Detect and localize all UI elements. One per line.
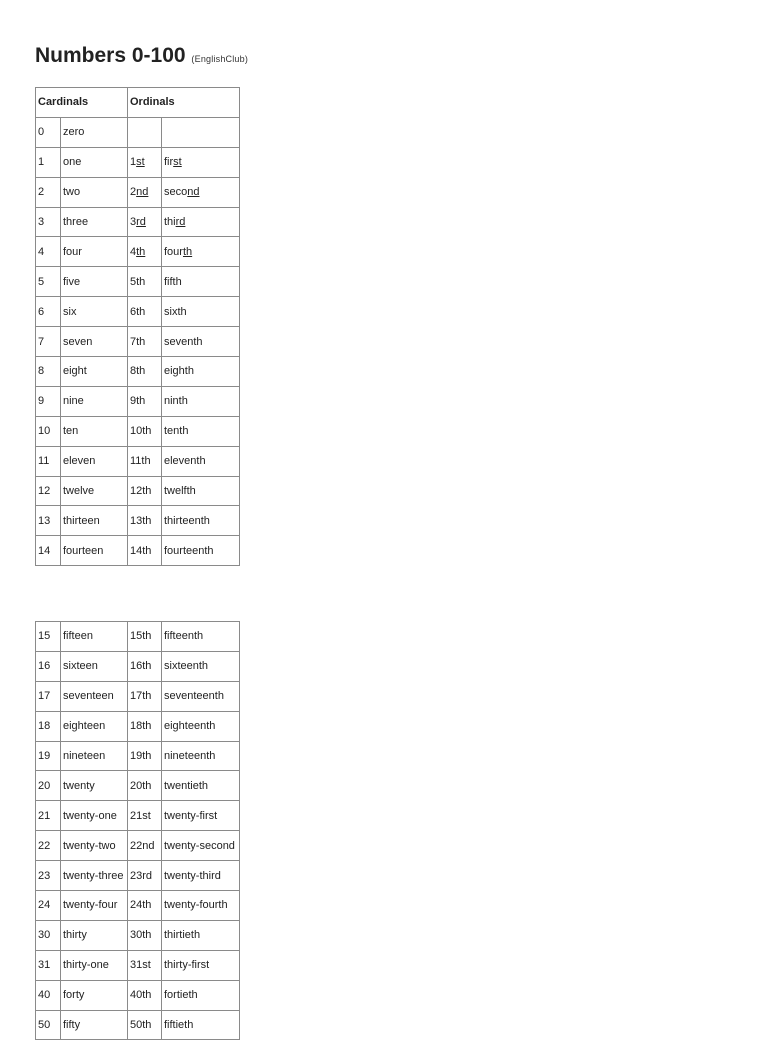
table-row <box>36 741 240 771</box>
ordinal-number <box>128 117 162 147</box>
cardinal-word: fifty <box>61 1010 128 1040</box>
cardinal-word: twelve <box>61 476 128 506</box>
ordinal-number: 30th <box>128 920 162 950</box>
cardinal-word: nineteen <box>61 741 128 771</box>
ordinal-word: eleventh <box>162 446 240 476</box>
ordinal-suffix: rd <box>136 216 146 228</box>
cardinal-number: 17 <box>36 681 61 711</box>
cardinal-word: six <box>61 297 128 327</box>
cardinal-number: 7 <box>36 327 61 357</box>
table-row <box>36 147 240 177</box>
cardinal-word: sixteen <box>61 651 128 681</box>
table-row <box>36 386 240 416</box>
cardinal-number: 24 <box>36 891 61 921</box>
ordinal-word: twenty-third <box>162 861 240 891</box>
ordinal-number: 10th <box>128 416 162 446</box>
cardinal-word: three <box>61 207 128 237</box>
ordinal-number: 14th <box>128 536 162 566</box>
ordinal-word: thirteenth <box>162 506 240 536</box>
cardinal-number: 9 <box>36 386 61 416</box>
ordinal-number: 31st <box>128 950 162 980</box>
ordinal-number: 18th <box>128 711 162 741</box>
cardinal-number: 16 <box>36 651 61 681</box>
ordinal-number: 6th <box>128 297 162 327</box>
cardinal-number: 30 <box>36 920 61 950</box>
cardinal-number: 14 <box>36 536 61 566</box>
ordinal-word: fiftieth <box>162 1010 240 1040</box>
table-row <box>36 267 240 297</box>
cardinal-number: 15 <box>36 622 61 652</box>
ordinal-number: 2nd <box>128 177 162 207</box>
cardinal-word: thirty <box>61 920 128 950</box>
ordinal-word: nineteenth <box>162 741 240 771</box>
ordinal-suffix: th <box>182 245 193 258</box>
ordinal-number: 19th <box>128 741 162 771</box>
ordinal-suffix: nd <box>136 186 149 199</box>
title-source: (EnglishClub) <box>191 54 249 64</box>
ordinal-word: twenty-fourth <box>162 891 240 921</box>
ordinal-suffix: nd <box>187 186 200 199</box>
ordinal-number: 3rd <box>128 207 162 237</box>
table-row <box>36 622 240 652</box>
cardinal-number: 0 <box>36 117 61 147</box>
cardinal-number: 19 <box>36 741 61 771</box>
ordinal-number: 17th <box>128 681 162 711</box>
table-body-0-14 <box>36 117 240 565</box>
cardinal-word: twenty <box>61 771 128 801</box>
ordinal-number: 1st <box>128 147 162 177</box>
table-row <box>36 920 240 950</box>
ordinal-number: 50th <box>128 1010 162 1040</box>
table-row <box>36 416 240 446</box>
header-ordinals: Ordinals <box>128 88 240 118</box>
table-row <box>36 476 240 506</box>
title-main: Numbers 0-100 <box>35 44 186 67</box>
table-row <box>36 891 240 921</box>
cardinal-number: 3 <box>36 207 61 237</box>
cardinal-word: eleven <box>61 446 128 476</box>
cardinal-number: 12 <box>36 476 61 506</box>
table-body-15-50 <box>36 622 240 1040</box>
cardinal-number: 13 <box>36 506 61 536</box>
ordinal-suffix: rd <box>175 216 186 228</box>
cardinal-word: twenty-three <box>61 861 128 891</box>
table-row <box>36 536 240 566</box>
cardinal-number: 23 <box>36 861 61 891</box>
ordinal-number: 8th <box>128 357 162 387</box>
table-row <box>36 950 240 980</box>
cardinal-word: eight <box>61 357 128 387</box>
ordinal-number: 5th <box>128 267 162 297</box>
ordinal-word: twentieth <box>162 771 240 801</box>
table-row <box>36 117 240 147</box>
cardinal-word: one <box>61 147 128 177</box>
table-row <box>36 861 240 891</box>
ordinal-word: seventh <box>162 327 240 357</box>
ordinal-suffix: st <box>136 156 145 169</box>
ordinal-word: fifteenth <box>162 622 240 652</box>
cardinal-word: seventeen <box>61 681 128 711</box>
numbers-table-15-50 <box>35 621 240 1040</box>
cardinal-number: 11 <box>36 446 61 476</box>
page-title <box>35 43 248 72</box>
cardinal-number: 40 <box>36 980 61 1010</box>
cardinal-word: fifteen <box>61 622 128 652</box>
cardinal-word: zero <box>61 117 128 147</box>
table-row <box>36 297 240 327</box>
ordinal-word: second <box>162 177 240 207</box>
cardinal-number: 31 <box>36 950 61 980</box>
ordinal-number: 23rd <box>128 861 162 891</box>
table-row <box>36 651 240 681</box>
table-row <box>36 711 240 741</box>
ordinal-word: twenty-second <box>162 831 240 861</box>
cardinal-number: 22 <box>36 831 61 861</box>
table-row <box>36 681 240 711</box>
cardinal-number: 18 <box>36 711 61 741</box>
ordinal-number: 40th <box>128 980 162 1010</box>
table-row <box>36 446 240 476</box>
cardinal-word: twenty-two <box>61 831 128 861</box>
ordinal-word: eighth <box>162 357 240 387</box>
ordinal-number: 22nd <box>128 831 162 861</box>
header-cardinals: Cardinals <box>36 88 128 118</box>
cardinal-number: 50 <box>36 1010 61 1040</box>
cardinal-number: 5 <box>36 267 61 297</box>
cardinal-number: 2 <box>36 177 61 207</box>
cardinal-word: two <box>61 177 128 207</box>
ordinal-word: thirtieth <box>162 920 240 950</box>
ordinal-word: third <box>162 207 240 237</box>
cardinal-word: forty <box>61 980 128 1010</box>
cardinal-number: 6 <box>36 297 61 327</box>
ordinal-word: twelfth <box>162 476 240 506</box>
cardinal-word: four <box>61 237 128 267</box>
numbers-table-0-14 <box>35 87 240 566</box>
ordinal-number: 13th <box>128 506 162 536</box>
cardinal-number: 20 <box>36 771 61 801</box>
ordinal-number: 12th <box>128 476 162 506</box>
cardinal-word: five <box>61 267 128 297</box>
cardinal-word: nine <box>61 386 128 416</box>
ordinal-number: 24th <box>128 891 162 921</box>
table-row <box>36 1010 240 1040</box>
cardinal-number: 21 <box>36 801 61 831</box>
ordinal-number: 15th <box>128 622 162 652</box>
ordinal-number: 4th <box>128 237 162 267</box>
ordinal-word: seventeenth <box>162 681 240 711</box>
ordinal-word <box>162 117 240 147</box>
cardinal-number: 4 <box>36 237 61 267</box>
cardinal-number: 1 <box>36 147 61 177</box>
table-row <box>36 237 240 267</box>
ordinal-word: eighteenth <box>162 711 240 741</box>
ordinal-number: 11th <box>128 446 162 476</box>
ordinal-word: sixth <box>162 297 240 327</box>
cardinal-word: seven <box>61 327 128 357</box>
table-header-row <box>36 88 240 118</box>
ordinal-number: 9th <box>128 386 162 416</box>
table-row <box>36 357 240 387</box>
ordinal-word: fifth <box>162 267 240 297</box>
ordinal-number: 21st <box>128 801 162 831</box>
cardinal-word: twenty-four <box>61 891 128 921</box>
ordinal-word: first <box>162 147 240 177</box>
ordinal-word: fortieth <box>162 980 240 1010</box>
ordinal-word: thirty-first <box>162 950 240 980</box>
table-row <box>36 801 240 831</box>
cardinal-word: thirteen <box>61 506 128 536</box>
cardinal-word: thirty-one <box>61 950 128 980</box>
table-row <box>36 207 240 237</box>
table-row <box>36 771 240 801</box>
cardinal-word: fourteen <box>61 536 128 566</box>
cardinal-word: eighteen <box>61 711 128 741</box>
cardinal-word: twenty-one <box>61 801 128 831</box>
table-row <box>36 980 240 1010</box>
ordinal-word: tenth <box>162 416 240 446</box>
ordinal-word: sixteenth <box>162 651 240 681</box>
ordinal-number: 20th <box>128 771 162 801</box>
ordinal-word: twenty-first <box>162 801 240 831</box>
cardinal-number: 10 <box>36 416 61 446</box>
ordinal-number: 7th <box>128 327 162 357</box>
table-row <box>36 831 240 861</box>
ordinal-word: fourth <box>162 237 240 267</box>
table-row <box>36 327 240 357</box>
cardinal-word: ten <box>61 416 128 446</box>
table-row <box>36 177 240 207</box>
ordinal-word: ninth <box>162 386 240 416</box>
table-row <box>36 506 240 536</box>
ordinal-word: fourteenth <box>162 536 240 566</box>
ordinal-number: 16th <box>128 651 162 681</box>
cardinal-number: 8 <box>36 357 61 387</box>
ordinal-suffix: st <box>173 156 182 169</box>
ordinal-suffix: th <box>136 245 146 258</box>
